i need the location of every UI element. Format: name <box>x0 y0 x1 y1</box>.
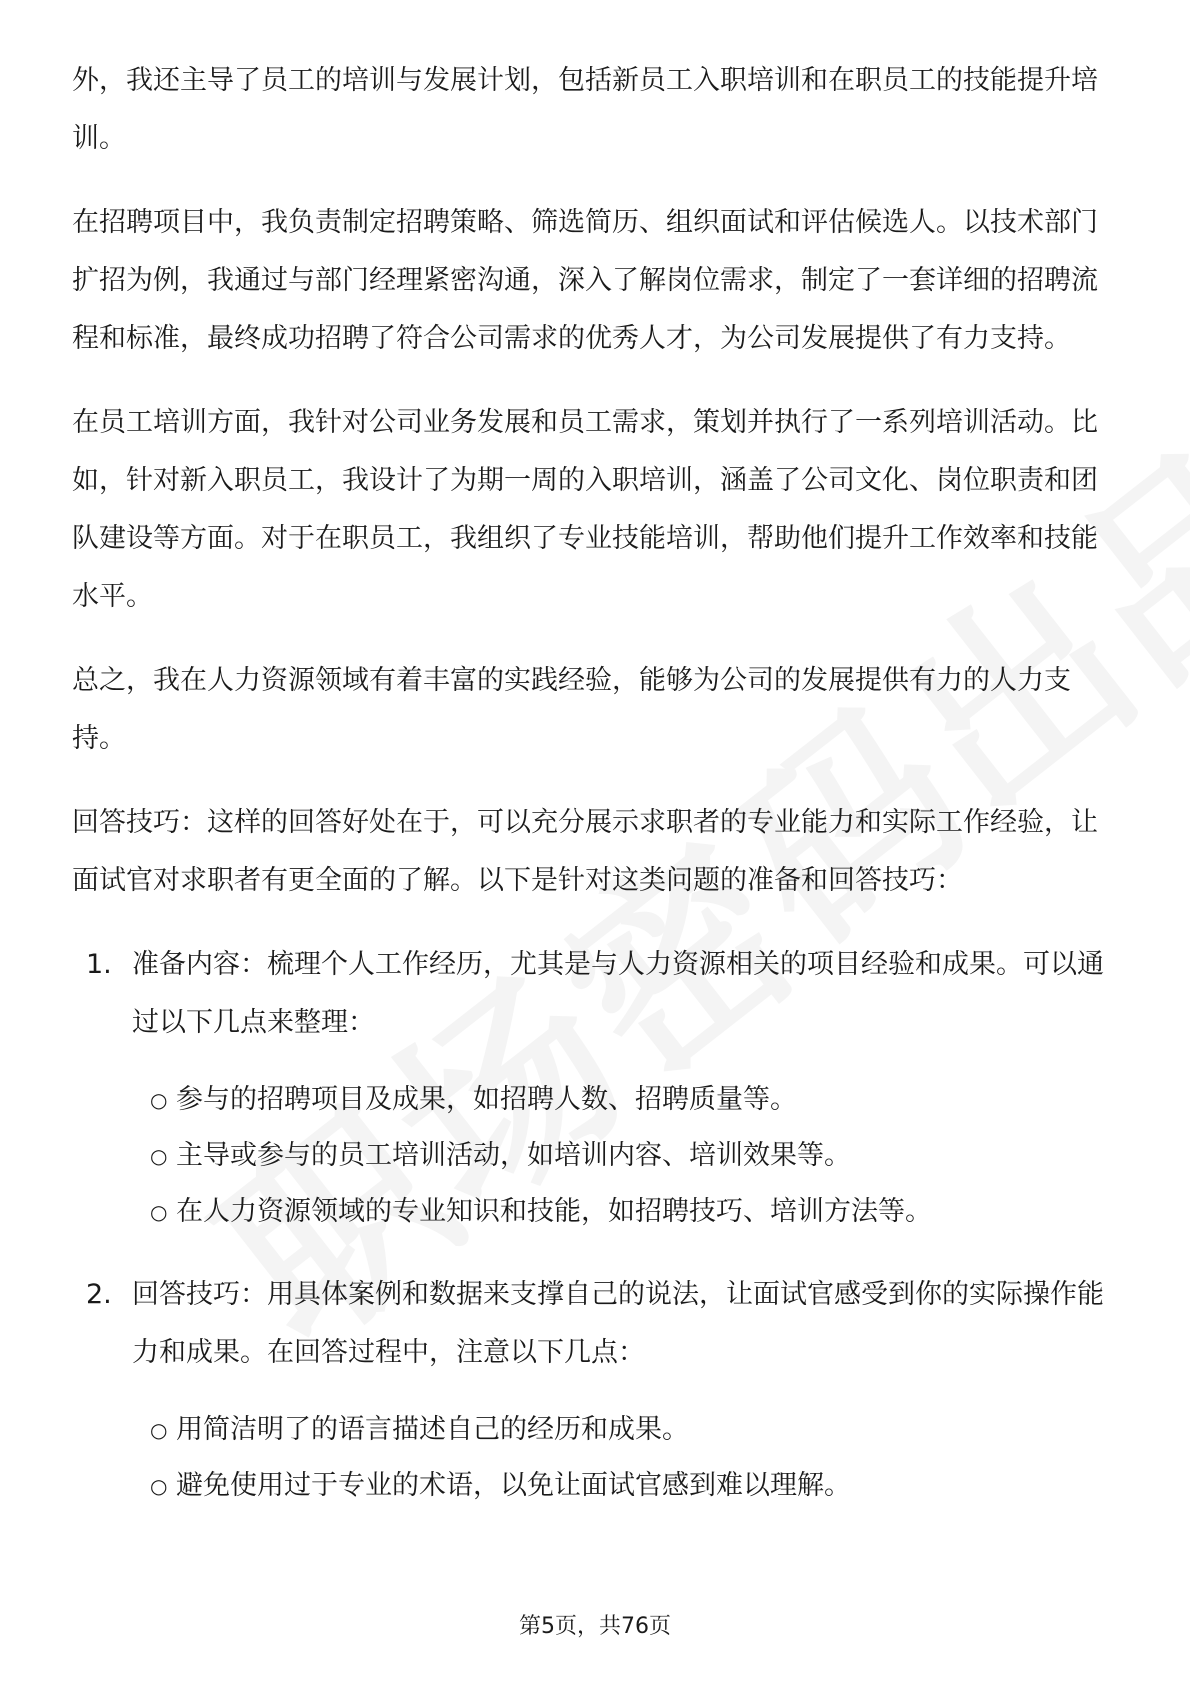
list-item-text: 在人力资源领域的专业知识和技能，如招聘技巧、培训方法等。 <box>176 1196 932 1227</box>
numbered-item <box>86 1266 1122 1382</box>
paragraph: 外，我还主导了员工的培训与发展计划，包括新员工入职培训和在职员工的技能提升培训。 <box>72 65 1098 154</box>
page-content <box>72 52 1122 1540</box>
paragraph: 在员工培训方面，我针对公司业务发展和员工需求，策划并执行了一系列培训活动。比如，针对新入职员工，我设计了为期一周的入职培训，涵盖了公司文化、岗位职责和团队建设等方面。对于在职员工，我组织了专业技能培训，帮助他们提升工作效率和技能水平。 <box>72 407 1098 612</box>
bullet-icon: ○ <box>150 1088 168 1112</box>
list-item-text: 主导或参与的员工培训活动，如培训内容、培训效果等。 <box>176 1140 851 1171</box>
bullet-icon: ○ <box>150 1200 168 1224</box>
list-item <box>150 1072 1122 1128</box>
list-item <box>150 1184 1122 1240</box>
list-number: 2. <box>86 1279 112 1310</box>
paragraph: 总之，我在人力资源领域有着丰富的实践经验，能够为公司的发展提供有力的人力支持。 <box>72 665 1071 754</box>
sub-list <box>150 1402 1122 1514</box>
list-item-text: 用简洁明了的语言描述自己的经历和成果。 <box>176 1414 689 1445</box>
numbered-item <box>86 936 1122 1052</box>
list-item <box>150 1458 1122 1514</box>
list-item-text: 回答技巧：用具体案例和数据来支撑自己的说法，让面试官感受到你的实际操作能力和成果。在回答过程中，注意以下几点： <box>132 1279 1104 1368</box>
list-item <box>150 1402 1122 1458</box>
list-number: 1. <box>86 949 112 980</box>
paragraph: 在招聘项目中，我负责制定招聘策略、筛选简历、组织面试和评估候选人。以技术部门扩招为例，我通过与部门经理紧密沟通，深入了解岗位需求，制定了一套详细的招聘流程和标准，最终成功招聘了符合公司需求的优秀人才，为公司发展提供了有力支持。 <box>72 207 1098 354</box>
paragraph: 回答技巧：这样的回答好处在于，可以充分展示求职者的专业能力和实际工作经验，让面试官对求职者有更全面的了解。以下是针对这类问题的准备和回答技巧： <box>72 807 1098 896</box>
bullet-icon: ○ <box>150 1474 168 1498</box>
bullet-icon: ○ <box>150 1418 168 1442</box>
list-item-text: 避免使用过于专业的术语，以免让面试官感到难以理解。 <box>176 1470 851 1501</box>
list-item <box>150 1128 1122 1184</box>
page-footer: 第5页，共76页 <box>519 1614 671 1639</box>
bullet-icon: ○ <box>150 1144 168 1168</box>
list-item-text: 准备内容：梳理个人工作经历，尤其是与人力资源相关的项目经验和成果。可以通过以下几点来整理： <box>132 949 1104 1038</box>
sub-list <box>150 1072 1122 1240</box>
list-item-text: 参与的招聘项目及成果，如招聘人数、招聘质量等。 <box>176 1084 797 1115</box>
